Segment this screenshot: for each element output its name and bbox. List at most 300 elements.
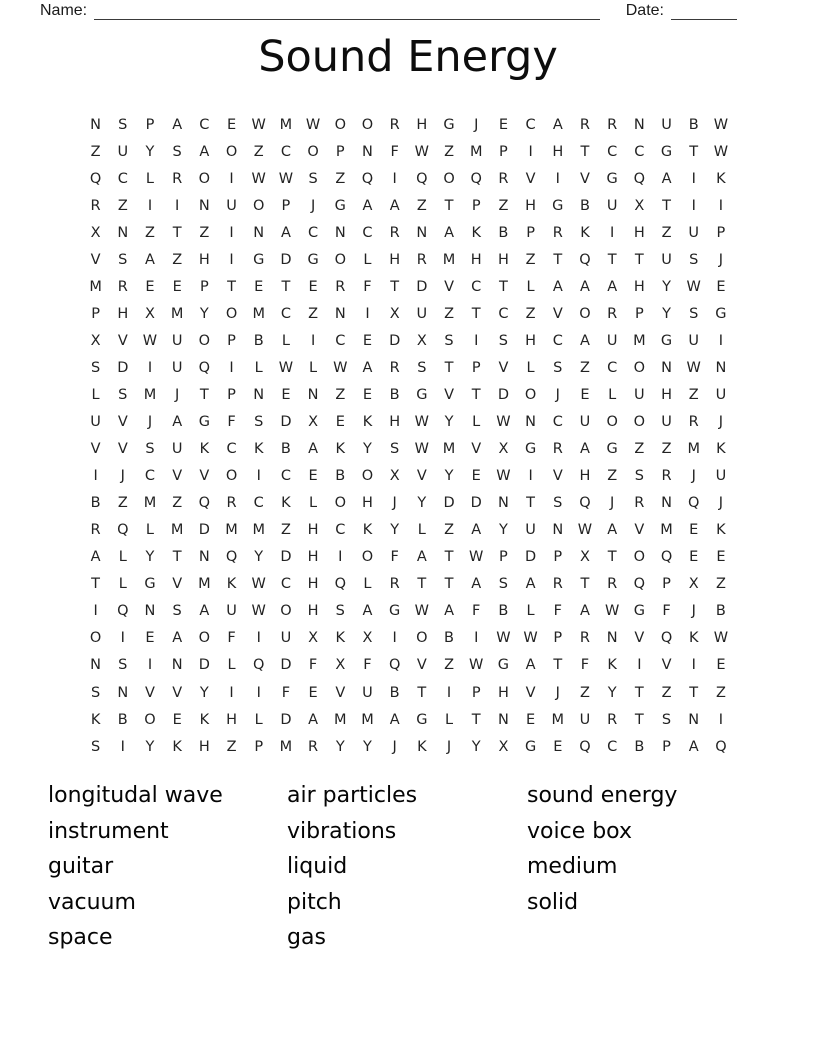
grid-letter: Z: [444, 657, 454, 674]
grid-letter: E: [308, 684, 318, 701]
grid-letter: L: [91, 386, 100, 403]
grid-letter: E: [716, 278, 726, 295]
grid-letter: W: [713, 143, 729, 160]
grid-letter: Z: [661, 441, 672, 458]
grid-letter: K: [471, 224, 481, 241]
grid-letter: A: [199, 603, 210, 620]
grid-letter: Y: [199, 305, 209, 322]
grid-letter: Z: [634, 441, 645, 458]
grid-letter: Z: [172, 251, 183, 268]
grid-letter: E: [335, 414, 345, 431]
grid-letter: I: [718, 711, 724, 728]
grid-letter: V: [580, 170, 590, 187]
grid-letter: D: [525, 549, 537, 566]
grid-letter: H: [362, 495, 373, 512]
grid-letter: R: [552, 441, 563, 458]
grid-letter: N: [171, 657, 183, 674]
grid-letter: D: [389, 332, 401, 349]
grid-letter: A: [172, 630, 183, 647]
grid-letter: L: [145, 522, 155, 539]
grid-letter: N: [144, 603, 156, 620]
grid-letter: H: [198, 738, 210, 755]
word-list-item: space: [48, 925, 113, 951]
grid-letter: M: [225, 522, 238, 539]
grid-letter: R: [498, 170, 509, 187]
grid-letter: B: [280, 441, 291, 458]
grid-letter: E: [689, 522, 699, 539]
grid-letter: R: [90, 197, 101, 214]
grid-letter: R: [579, 116, 590, 133]
grid-letter: T: [172, 224, 182, 241]
grid-letter: L: [281, 332, 290, 349]
grid-letter: T: [580, 143, 590, 160]
grid-letter: I: [229, 224, 234, 241]
grid-letter: N: [715, 359, 727, 376]
grid-letter: L: [227, 657, 236, 674]
grid-letter: S: [444, 332, 454, 349]
grid-letter: W: [251, 170, 266, 187]
grid-letter: X: [90, 224, 101, 241]
grid-letter: G: [715, 305, 727, 322]
grid-letter: G: [253, 251, 265, 268]
grid-letter: D: [280, 711, 292, 728]
grid-letter: P: [499, 143, 508, 160]
grid-letter: K: [281, 495, 291, 512]
grid-letter: I: [691, 197, 696, 214]
grid-letter: K: [335, 441, 346, 458]
word-list-item: medium: [527, 854, 618, 880]
grid-letter: Z: [498, 197, 509, 214]
grid-letter: Q: [688, 495, 700, 512]
grid-letter: R: [90, 522, 101, 539]
grid-letter: J: [175, 386, 180, 403]
grid-letter: Q: [198, 359, 211, 376]
grid-letter: M: [143, 495, 157, 512]
grid-letter: E: [716, 657, 726, 674]
grid-letter: K: [716, 441, 726, 458]
grid-letter: O: [633, 414, 646, 431]
grid-letter: Q: [633, 576, 646, 593]
grid-letter: Z: [145, 224, 155, 241]
grid-letter: Y: [145, 143, 155, 160]
grid-letter: U: [90, 414, 101, 431]
grid-letter: O: [198, 170, 211, 187]
grid-letter: A: [145, 251, 155, 268]
grid-letter: J: [691, 603, 696, 620]
grid-letter: A: [199, 143, 210, 160]
grid-letter: Z: [661, 684, 672, 701]
grid-letter: H: [117, 305, 129, 322]
grid-letter: S: [308, 170, 318, 187]
grid-letter: Y: [254, 549, 264, 566]
grid-letter: B: [389, 386, 400, 403]
grid-letter: U: [688, 332, 700, 349]
grid-letter: W: [278, 170, 294, 187]
grid-letter: G: [416, 711, 428, 728]
grid-letter: E: [308, 278, 318, 295]
grid-letter: W: [713, 630, 729, 647]
grid-letter: R: [579, 630, 590, 647]
grid-letter: Q: [416, 170, 428, 187]
grid-letter: G: [524, 441, 537, 458]
grid-letter: Q: [579, 495, 591, 512]
grid-letter: N: [362, 143, 373, 160]
grid-letter: M: [334, 711, 347, 728]
grid-letter: T: [580, 576, 590, 593]
grid-letter: O: [334, 495, 346, 512]
grid-letter: Q: [579, 251, 591, 268]
grid-letter: P: [499, 549, 508, 566]
grid-letter: M: [170, 305, 184, 322]
word-list-item: solid: [527, 889, 579, 915]
word-list-item: gas: [287, 925, 326, 951]
grid-letter: X: [335, 657, 346, 674]
grid-letter: N: [198, 549, 210, 566]
grid-letter: S: [118, 657, 128, 674]
grid-letter: H: [198, 251, 210, 268]
grid-letter: U: [661, 116, 672, 133]
grid-letter: R: [552, 576, 563, 593]
grid-letter: N: [633, 116, 645, 133]
grid-letter: I: [93, 468, 98, 485]
grid-letter: A: [389, 197, 400, 214]
grid-letter: N: [253, 386, 265, 403]
grid-letter: A: [280, 224, 291, 241]
grid-letter: Z: [90, 143, 101, 160]
grid-letter: I: [147, 359, 153, 376]
grid-letter: A: [661, 170, 672, 187]
grid-letter: A: [444, 224, 454, 241]
grid-letter: A: [471, 522, 482, 539]
grid-letter: R: [172, 170, 183, 187]
grid-letter: N: [552, 522, 564, 539]
grid-letter: L: [526, 603, 535, 620]
grid-letter: V: [90, 441, 101, 458]
grid-letter: D: [198, 657, 210, 674]
grid-letter: E: [172, 711, 182, 728]
grid-letter: J: [555, 684, 560, 701]
grid-letter: I: [691, 170, 696, 187]
grid-letter: O: [198, 332, 211, 349]
grid-letter: T: [417, 684, 427, 701]
grid-letter: O: [361, 116, 374, 133]
grid-letter: T: [662, 197, 671, 214]
grid-letter: G: [416, 386, 428, 403]
grid-letter: R: [416, 251, 427, 268]
grid-letter: T: [634, 711, 644, 728]
grid-letter: I: [256, 684, 261, 701]
grid-letter: H: [633, 224, 645, 241]
grid-letter: T: [553, 251, 563, 268]
grid-letter: I: [229, 684, 234, 701]
grid-letter: P: [716, 224, 726, 241]
grid-letter: Y: [662, 305, 671, 322]
grid-letter: T: [417, 576, 427, 593]
grid-letter: R: [607, 711, 618, 728]
grid-letter: W: [523, 630, 538, 647]
grid-letter: K: [417, 738, 427, 755]
grid-letter: I: [229, 359, 234, 376]
grid-letter: H: [307, 522, 319, 539]
word-list-item: vacuum: [48, 889, 136, 915]
grid-letter: Z: [661, 224, 672, 241]
grid-letter: O: [524, 386, 537, 403]
grid-letter: A: [607, 278, 618, 295]
grid-letter: Z: [688, 386, 699, 403]
grid-letter: C: [226, 441, 237, 458]
grid-letter: Y: [363, 441, 372, 458]
grid-letter: X: [580, 549, 590, 566]
grid-letter: L: [309, 495, 318, 512]
grid-letter: T: [689, 684, 699, 701]
grid-letter: G: [144, 576, 156, 593]
grid-letter: Q: [579, 738, 591, 755]
grid-letter: M: [687, 441, 700, 458]
grid-letter: F: [472, 603, 481, 620]
grid-letter: C: [199, 116, 210, 133]
grid-letter: T: [526, 495, 536, 512]
grid-letter: H: [389, 414, 401, 431]
grid-letter: C: [552, 332, 563, 349]
grid-letter: K: [253, 441, 264, 458]
word-list-item: vibrations: [287, 818, 397, 844]
grid-letter: Z: [444, 143, 454, 160]
grid-letter: T: [689, 143, 699, 160]
grid-letter: P: [471, 359, 481, 376]
grid-letter: H: [497, 684, 509, 701]
grid-letter: C: [280, 576, 291, 593]
name-date-row: [40, 2, 737, 20]
page-title: Sound Energy: [258, 32, 558, 82]
grid-letter: K: [580, 224, 590, 241]
grid-letter: Z: [335, 170, 346, 187]
grid-letter: H: [389, 251, 401, 268]
grid-letter: R: [389, 116, 400, 133]
grid-letter: I: [555, 170, 560, 187]
grid-letter: A: [416, 549, 427, 566]
grid-letter: F: [227, 630, 236, 647]
grid-letter: L: [254, 359, 263, 376]
grid-letter: P: [91, 305, 100, 322]
grid-letter: N: [334, 224, 346, 241]
grid-letter: T: [444, 359, 454, 376]
grid-letter: Z: [280, 522, 291, 539]
grid-letter: N: [497, 711, 509, 728]
grid-letter: O: [606, 414, 618, 431]
grid-letter: J: [392, 738, 397, 755]
grid-letter: F: [363, 657, 372, 674]
grid-letter: C: [253, 495, 264, 512]
grid-letter: U: [171, 332, 183, 349]
grid-letter: R: [226, 495, 237, 512]
grid-letter: F: [390, 549, 399, 566]
grid-letter: Q: [660, 549, 673, 566]
grid-letter: V: [117, 441, 128, 458]
word-list-item: liquid: [287, 854, 348, 880]
word-list-item: air particles: [287, 783, 418, 808]
grid-letter: O: [144, 711, 156, 728]
grid-letter: K: [90, 711, 101, 728]
grid-letter: S: [634, 468, 644, 485]
grid-letter: D: [280, 414, 292, 431]
grid-letter: Y: [444, 468, 454, 485]
grid-letter: I: [610, 224, 615, 241]
grid-letter: W: [713, 116, 729, 133]
grid-letter: I: [147, 197, 153, 214]
grid-letter: B: [498, 224, 509, 241]
grid-letter: I: [718, 332, 724, 349]
grid-letter: U: [579, 414, 591, 431]
grid-letter: Z: [117, 495, 128, 512]
word-list-item: sound energy: [527, 783, 678, 808]
grid-letter: Q: [117, 522, 129, 539]
grid-letter: D: [280, 549, 292, 566]
grid-letter: B: [90, 495, 101, 512]
grid-letter: A: [525, 657, 536, 674]
grid-letter: V: [117, 414, 128, 431]
grid-letter: E: [145, 630, 155, 647]
grid-letter: L: [145, 170, 155, 187]
grid-letter: Z: [525, 251, 536, 268]
grid-letter: Z: [226, 738, 237, 755]
grid-letter: O: [633, 549, 646, 566]
grid-letter: K: [172, 738, 182, 755]
grid-letter: A: [362, 197, 373, 214]
grid-letter: S: [254, 414, 264, 431]
grid-letter: T: [199, 386, 209, 403]
grid-letter: G: [198, 414, 210, 431]
grid-letter: S: [90, 738, 101, 755]
grid-letter: Y: [363, 738, 372, 755]
grid-letter: A: [580, 441, 590, 458]
grid-letter: H: [307, 576, 319, 593]
grid-letter: O: [416, 630, 428, 647]
grid-letter: M: [170, 522, 184, 539]
grid-letter: K: [199, 711, 210, 728]
grid-letter: E: [308, 468, 318, 485]
grid-letter: G: [497, 657, 510, 674]
grid-letter: J: [691, 468, 696, 485]
grid-letter: S: [417, 359, 427, 376]
grid-letter: N: [606, 630, 618, 647]
grid-letter: H: [525, 332, 537, 349]
grid-letter: O: [361, 549, 374, 566]
grid-letter: I: [392, 630, 397, 647]
grid-letter: S: [689, 251, 699, 268]
grid-letter: O: [198, 630, 211, 647]
grid-letter: D: [470, 495, 482, 512]
grid-letter: Z: [117, 197, 128, 214]
grid-letter: U: [525, 522, 536, 539]
grid-letter: A: [444, 603, 454, 620]
grid-letter: V: [199, 468, 210, 485]
grid-letter: A: [580, 278, 590, 295]
grid-letter: P: [634, 305, 644, 322]
grid-letter: V: [172, 684, 183, 701]
grid-letter: A: [580, 603, 590, 620]
grid-letter: V: [172, 576, 183, 593]
grid-letter: G: [660, 143, 673, 160]
grid-letter: E: [145, 278, 155, 295]
grid-letter: X: [688, 576, 699, 593]
grid-letter: T: [607, 549, 617, 566]
grid-letter: R: [634, 495, 645, 512]
grid-letter: N: [661, 359, 672, 376]
grid-letter: Y: [390, 522, 400, 539]
grid-letter: A: [688, 738, 699, 755]
grid-letter: M: [252, 522, 265, 539]
grid-letter: P: [281, 197, 291, 214]
grid-letter: I: [229, 251, 234, 268]
grid-letter: F: [553, 603, 562, 620]
grid-letter: R: [117, 278, 128, 295]
grid-letter: N: [334, 305, 346, 322]
grid-letter: V: [172, 468, 183, 485]
grid-letter: H: [661, 386, 672, 403]
grid-letter: X: [498, 738, 509, 755]
name-label: Name:: [40, 2, 88, 19]
grid-letter: X: [308, 630, 319, 647]
grid-letter: W: [577, 522, 593, 539]
grid-letter: C: [607, 738, 618, 755]
grid-letter: C: [308, 224, 319, 241]
grid-letter: T: [498, 278, 508, 295]
grid-letter: I: [256, 468, 261, 485]
grid-letter: W: [414, 414, 430, 431]
grid-letter: M: [469, 143, 483, 160]
grid-letter: V: [90, 251, 101, 268]
grid-letter: X: [90, 332, 101, 349]
grid-letter: O: [307, 143, 319, 160]
grid-letter: I: [338, 549, 343, 566]
grid-letter: D: [416, 278, 428, 295]
grid-letter: L: [526, 278, 535, 295]
grid-letter: X: [308, 414, 319, 431]
grid-letter: P: [254, 738, 264, 755]
grid-letter: P: [471, 197, 481, 214]
word-list-item: guitar: [48, 854, 114, 880]
grid-letter: I: [637, 657, 642, 674]
grid-letter: C: [335, 332, 346, 349]
grid-letter: K: [335, 630, 346, 647]
grid-letter: N: [688, 711, 700, 728]
grid-letter: X: [389, 468, 400, 485]
grid-letter: R: [389, 224, 400, 241]
grid-letter: P: [199, 278, 209, 295]
grid-letter: L: [472, 414, 481, 431]
grid-letter: T: [634, 251, 644, 268]
word-list-item: longitudal wave: [48, 783, 223, 808]
grid-letter: W: [414, 143, 430, 160]
grid-letter: E: [580, 386, 590, 403]
grid-letter: D: [117, 359, 129, 376]
grid-letter: Q: [198, 495, 211, 512]
grid-letter: B: [688, 116, 699, 133]
grid-letter: P: [335, 143, 345, 160]
word-list-column: [527, 778, 677, 956]
grid-letter: F: [281, 684, 291, 701]
grid-letter: I: [474, 630, 479, 647]
grid-letter: S: [553, 359, 563, 376]
grid-letter: W: [686, 278, 701, 295]
grid-letter: P: [553, 630, 563, 647]
grid-letter: U: [171, 441, 183, 458]
grid-letter: N: [307, 386, 319, 403]
grid-letter: W: [251, 576, 266, 593]
grid-letter: J: [392, 495, 397, 512]
grid-letter: V: [471, 441, 482, 458]
grid-letter: E: [362, 332, 373, 349]
